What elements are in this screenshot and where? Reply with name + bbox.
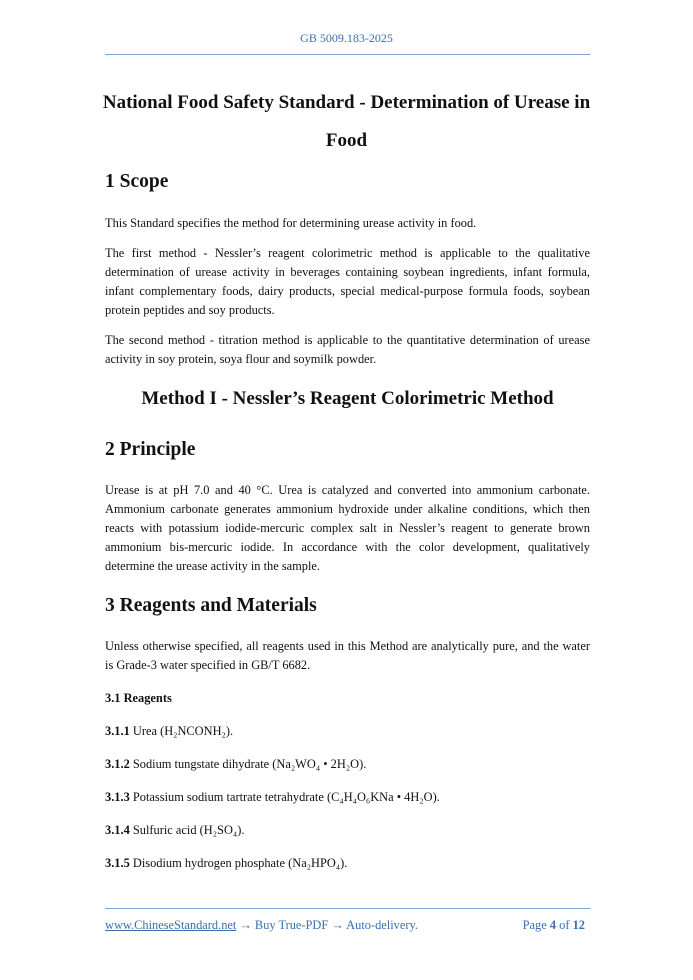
reagent-formula: (H₂SO₄). [199,823,245,837]
reagent-item [105,788,590,807]
reagent-number: 3.1.5 [105,856,130,870]
scope-paragraph-2: The first method - Nessler’s reagent colorimetric method is applicable to the qualitative determination of urease activity in beverages containing soybean ingredients, infant formula, infant complementary foods, dairy products, special medical-purpose formula foods, soybean protein peptides and soy products. [105,246,590,317]
page-indicator [523,918,585,933]
page-total: 12 [572,918,585,932]
scope-paragraph-3: The second method - titration method is applicable to the quantitative determination of urease activity in soy protein, soya flour and soymilk powder. [105,333,590,366]
reagent-number: 3.1.3 [105,790,130,804]
reagent-label: Urea [132,724,157,738]
reagent-label: Sodium tungstate dihydrate [132,757,270,771]
page-word: Page [522,918,547,932]
reagent-label: Potassium sodium tartrate tetrahydrate [132,790,324,804]
reagent-number: 3.1.4 [105,823,130,837]
of-word: of [559,918,570,932]
reagent-label: Disodium hydrogen phosphate [132,856,286,870]
document-title: National Food Safety Standard - Determination of Urease in Food [102,92,591,151]
reagent-number: 3.1.2 [105,757,130,771]
document-body [105,168,590,873]
header-standard-code: GB 5009.183-2025 [300,31,393,45]
website-link[interactable]: www.ChineseStandard.net [105,918,237,932]
reagent-formula: (H₂NCONH₂). [160,724,234,738]
reagent-formula: (Na₂HPO₄). [288,856,348,870]
method-heading: Method I - Nessler’s Reagent Colorimetric Method [141,388,554,409]
header-divider [105,54,590,55]
reagent-item [105,854,590,873]
subsection-reagents-heading: 3.1 Reagents [105,691,172,705]
principle-paragraph: Urease is at pH 7.0 and 40 °C. Urea is catalyzed and converted into ammonium carbonate. Ammonium carbonate generates ammonium hydroxide under alkaline conditions, which then reacts with potassium iodide-mercuric complex salt in Nessler’s reagent to generate brown ammonium bis-mercuric iodide. In accordance with the color development, qualitatively determine the urease activity in the sample. [105,483,590,573]
reagent-number: 3.1.1 [105,724,130,738]
page-number: 4 [549,918,557,932]
reagent-item [105,755,590,774]
reagent-item [105,722,590,741]
page-footer [105,918,590,933]
reagent-item [105,821,590,840]
reagent-formula: (C₄H₄O₆KNa • 4H₂O). [326,790,440,804]
section-scope-heading: 1 Scope [105,171,169,192]
scope-paragraph-1: This Standard specifies the method for determining urease activity in food. [105,216,477,230]
reagent-formula: (Na₂WO₄ • 2H₂O). [272,757,367,771]
section-principle-heading: 2 Principle [105,439,196,460]
footer-divider [105,908,590,909]
section-reagents-heading: 3 Reagents and Materials [105,595,317,616]
reagents-intro-paragraph: Unless otherwise specified, all reagents used in this Method are analytically pure, and the water is Grade-3 water specified in GB/T 6682. [105,639,590,672]
footer-tagline: → Buy True-PDF → Auto-delivery. [236,918,418,932]
reagent-label: Sulfuric acid [132,823,197,837]
